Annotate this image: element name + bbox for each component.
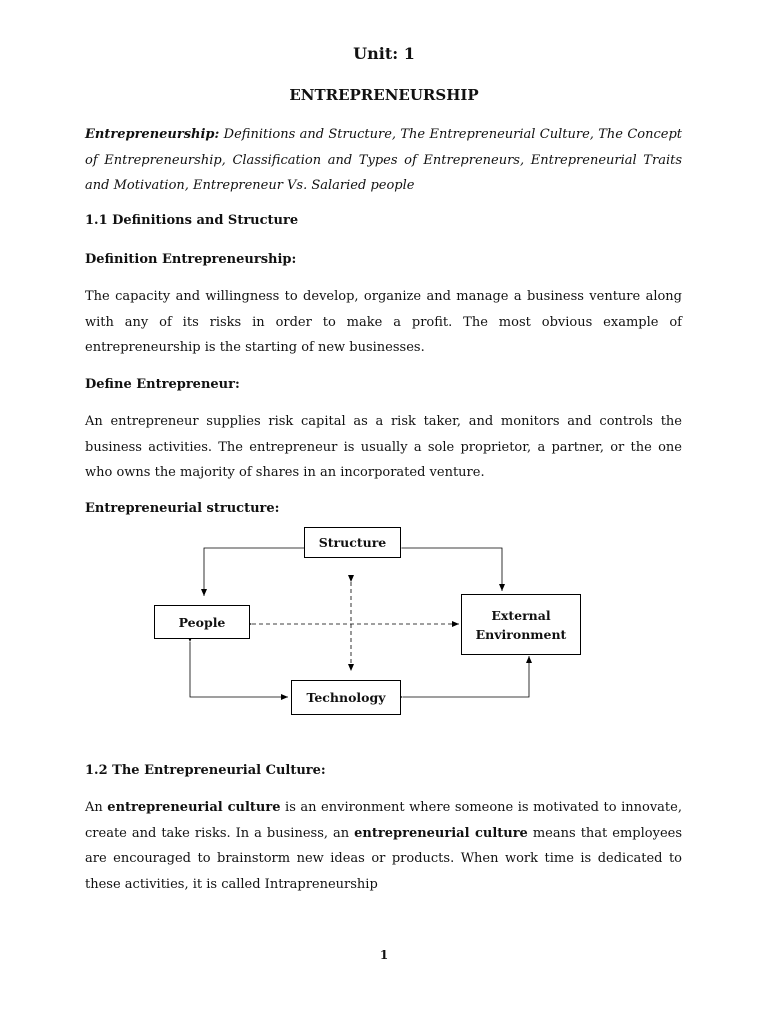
connector-technology-external bbox=[403, 656, 529, 697]
culture-bold-1: entrepreneurial culture bbox=[107, 800, 281, 815]
connector-structure-people bbox=[204, 548, 304, 596]
unit-label: Unit: 1 bbox=[353, 44, 415, 63]
page-number: 1 bbox=[379, 948, 389, 962]
external-line-1: External bbox=[491, 607, 551, 623]
section-heading-1-2: 1.2 The Entrepreneurial Culture: bbox=[85, 763, 326, 778]
intro-lead: Entrepreneurship: bbox=[85, 127, 220, 142]
diagram-box-external-environment bbox=[461, 594, 581, 655]
external-line-2: Environment bbox=[475, 626, 567, 642]
culture-text-1: An bbox=[85, 800, 108, 815]
definition-heading: Definition Entrepreneurship: bbox=[85, 252, 297, 267]
structure-heading: Entrepreneurial structure: bbox=[85, 501, 280, 516]
culture-paragraph bbox=[85, 795, 682, 897]
culture-bold-2: entrepreneurial culture bbox=[354, 825, 528, 841]
culture-text-3: means that employees are encouraged to brainstorm new ideas or products. When work time is dedicated to these activities, it is called Intrapreneurship bbox=[85, 825, 683, 892]
connector-people-technology bbox=[190, 642, 288, 697]
culture-text-2: is an environment where someone is motivated to innovate, create and take risks. In a business, an bbox=[85, 800, 682, 841]
chapter-title: ENTREPRENEURSHIP bbox=[289, 86, 479, 104]
diagram-box-technology: Technology bbox=[291, 680, 401, 715]
diagram-box-people: People bbox=[154, 605, 250, 639]
connector-structure-external bbox=[402, 548, 502, 591]
entrepreneur-paragraph: An entrepreneur supplies risk capital as a risk taker, and monitors and controls the business activities. The entrepreneur is usually a sole proprietor, a partner, or the one who owns the majority of shares in an incorporated venture. bbox=[85, 414, 682, 480]
diagram-box-structure: Structure bbox=[304, 527, 401, 558]
definition-paragraph: The capacity and willingness to develop, organize and manage a business venture along with any of its risks in order to make a profit. The most obvious example of entrepreneurship is the starting of new businesses. bbox=[85, 289, 682, 355]
intro-text: Definitions and Structure, The Entrepreneurial Culture, The Concept of Entrepreneurship, Classification and Types of Entrepreneurs, Entrepreneurial Traits and Motivation, Entrepreneur Vs. Salaried people bbox=[85, 127, 682, 193]
section-heading-1-1: 1.1 Definitions and Structure bbox=[85, 213, 299, 228]
entrepreneur-heading: Define Entrepreneur: bbox=[85, 377, 240, 392]
